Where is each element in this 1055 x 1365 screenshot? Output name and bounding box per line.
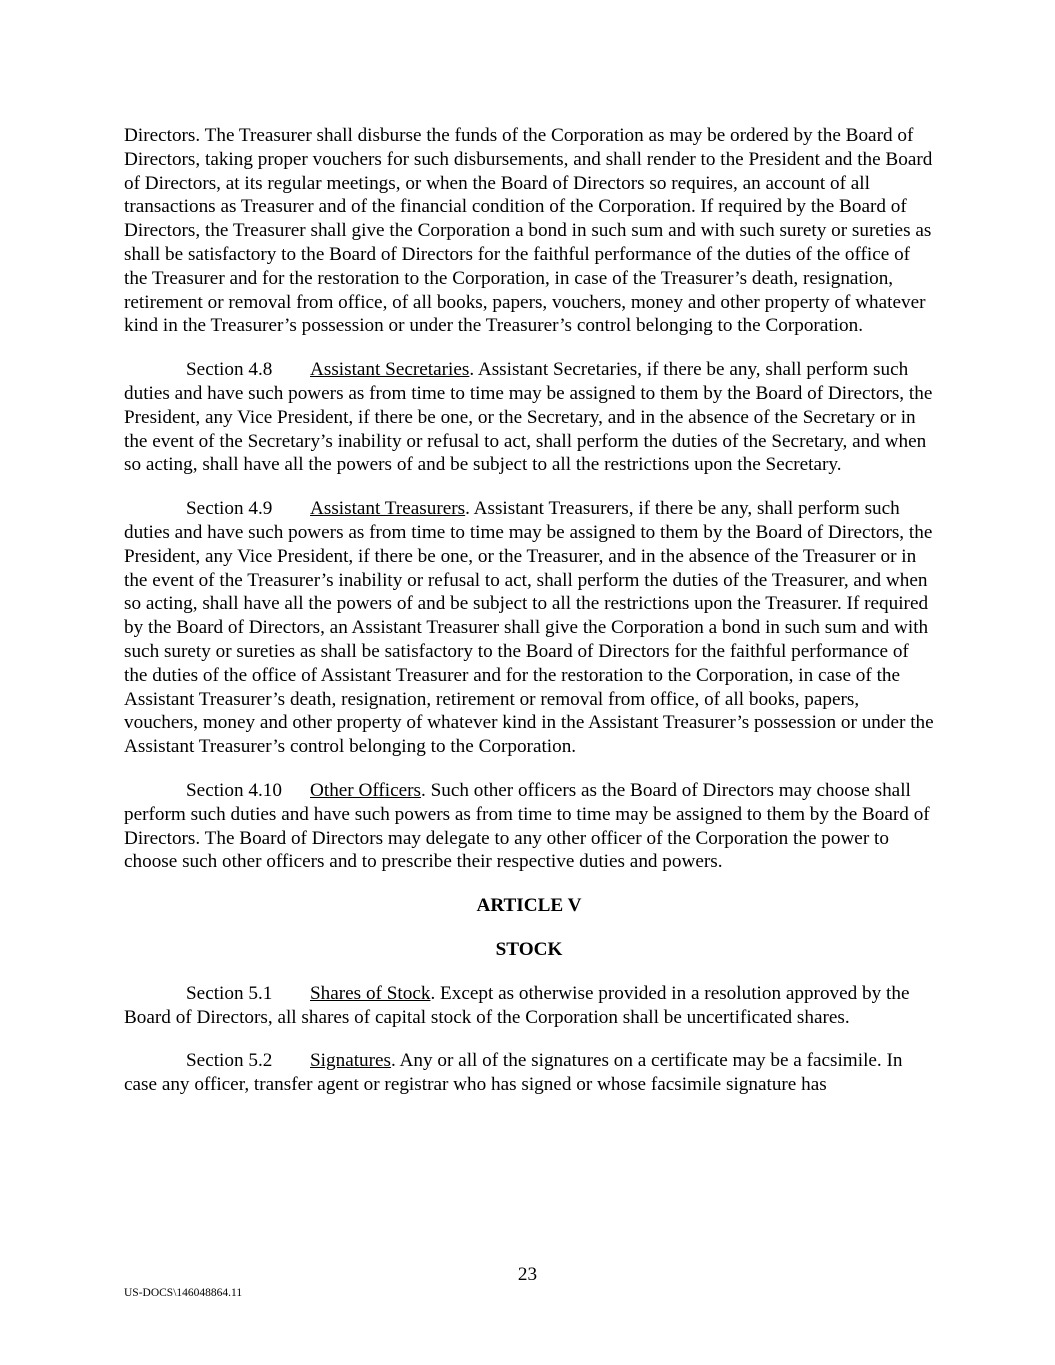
section-number: Section 4.9 <box>186 498 273 520</box>
section-number: Section 4.8 <box>186 359 273 381</box>
section-title: Other Officers <box>310 779 421 801</box>
section-4-10 <box>124 779 934 874</box>
section-text: . Any or all of the signatures on a certificate may be a facsimile. In case any officer, transfer agent or registrar who has signed or whose facsimile signature has <box>124 1050 903 1096</box>
section-4-9 <box>124 497 934 759</box>
section-text: . Assistant Secretaries, if there be any, shall perform such duties and have such powers as from time to time may be assigned to them by the Board of Directors, the President, any Vice President, if there be one, or the Secretary, and in the absence of the Secretary or in the event of the Secretary’s inability or refusal to act, shall perform the duties of the Secretary, and when so acting, shall have all the powers of and be subject to all the restrictions upon the Secretary. <box>124 359 933 476</box>
section-title: Assistant Treasurers <box>310 498 466 520</box>
section-4-8 <box>124 358 934 477</box>
continuation-paragraph: Directors. The Treasurer shall disburse the funds of the Corporation as may be ordered by the Board of Directors, taking proper vouchers for such disbursements, and shall render to the President and the Board of Directors, at its regular meetings, or when the Board of Directors so requires, an account of all transactions as Treasurer and of the financial condition of the Corporation. If required by the Board of Directors, the Treasurer shall give the Corporation a bond in such sum and with such surety or sureties as shall be satisfactory to the Board of Directors for the faithful performance of the duties of the office of the Treasurer and for the restoration to the Corporation, in case of the Treasurer’s death, resignation, retirement or removal from office, of all books, papers, vouchers, money and other property of whatever kind in the Treasurer’s possession or under the Treasurer’s control belonging to the Corporation. <box>124 125 933 337</box>
section-text: . Assistant Treasurers, if there be any, shall perform such duties and have such powers as from time to time may be assigned to them by the Board of Directors, the President, any Vice President, if there be one, or the Treasurer, and in the absence of the Treasurer or in the event of the Treasurer’s inability or refusal to act, shall perform the duties of the Treasurer, and when so acting, shall have all the powers of and be subject to all the restrictions upon the Treasurer. If required by the Board of Directors, an Assistant Treasurer shall give the Corporation a bond in such sum and with such surety or sureties as shall be satisfactory to the Board of Directors for the faithful performance of the duties of the office of Assistant Treasurer and for the restoration to the Corporation, in case of the Assistant Treasurer’s death, resignation, retirement or removal from office, of all books, papers, vouchers, money and other property of whatever kind in the Assistant Treasurer’s possession or under the Assistant Treasurer’s control belonging to the Corporation. <box>124 498 934 758</box>
section-text: . Such other officers as the Board of Directors may choose shall perform such duties and have such powers as from time to time may be assigned to them by the Board of Directors. The Board of Directors may delegate to any other officer of the Corporation the power to choose such other officers and to prescribe their respective duties and powers. <box>124 779 930 873</box>
article-heading: ARTICLE V <box>476 895 582 917</box>
section-number: Section 5.1 <box>186 982 273 1004</box>
section-5-2 <box>124 1049 934 1097</box>
section-number: Section 4.10 <box>186 779 282 801</box>
document-body <box>124 124 934 1117</box>
page-number: 23 <box>517 1264 538 1285</box>
section-title: Assistant Secretaries <box>310 359 470 381</box>
section-number: Section 5.2 <box>186 1050 273 1072</box>
section-title: Shares of Stock <box>310 982 431 1004</box>
section-5-1 <box>124 982 934 1030</box>
article-subheading: STOCK <box>495 938 563 960</box>
section-title: Signatures <box>310 1050 392 1072</box>
section-text: . Except as otherwise provided in a resolution approved by the Board of Directors, all shares of capital stock of the Corporation shall be uncertificated shares. <box>124 982 910 1028</box>
document-id: US-DOCS\146048864.11 <box>124 1287 243 1299</box>
